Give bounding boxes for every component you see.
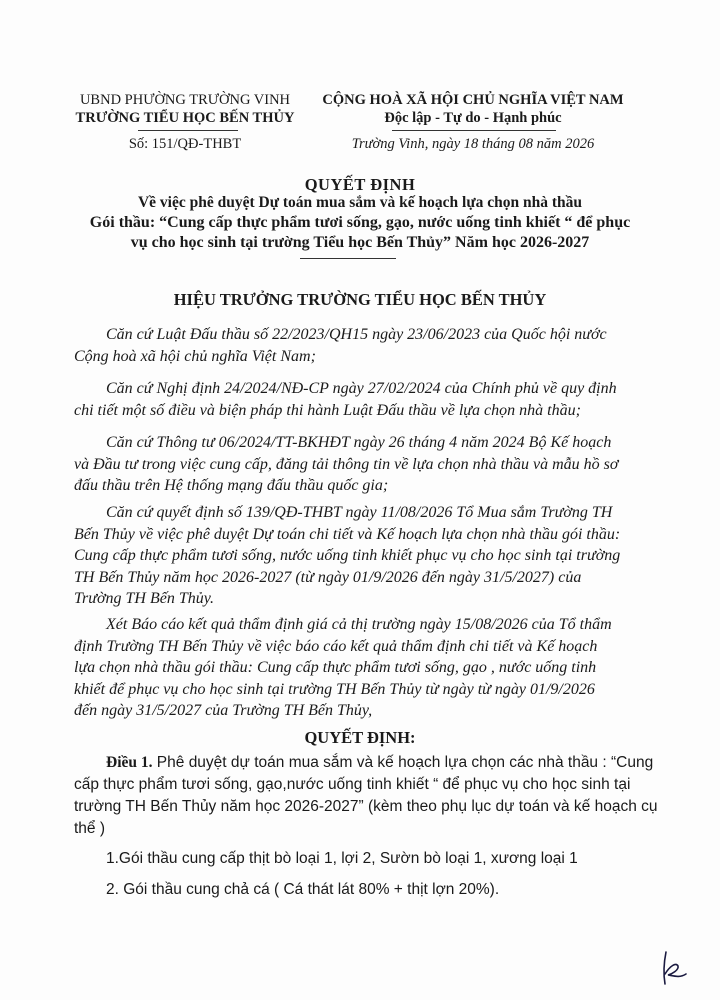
header-divider-left — [138, 130, 238, 131]
header-divider-right — [392, 130, 556, 131]
handwritten-initial — [660, 948, 690, 988]
document-number: Số: 151/QĐ-THBT — [128, 136, 242, 152]
issuing-authority: UBND PHƯỜNG TRƯỜNG VINH — [79, 92, 291, 108]
place-date: Trường Vinh, ngày 18 tháng 08 năm 2026 — [351, 136, 595, 152]
basis-prior-decision: Căn cứ quyết định số 139/QĐ-THBT ngày 11/08/2026 Tổ Mua sắm Trường TH Bến Thủy về việc phê duyệt Dự toán chi tiết và Kế hoạch lựa chọn nhà thầu gói thầu: Cung cấp thực phẩm tươi sống, nước uống tinh khiết phục vụ cho học sinh tại trường TH Bến Thủy năm học 2026-2027 (từ ngày 01/9/2026 đến ngày 31/5/2027) của Trường TH Bến Thủy. — [74, 504, 621, 607]
package-title-line1: Gói thầu: “Cung cấp thực phẩm tươi sống, gạo, nước uống tinh khiết “ để phục — [89, 214, 631, 231]
title-divider — [300, 258, 396, 259]
school-name: TRƯỜNG TIỂU HỌC BẾN THỦY — [75, 110, 295, 126]
basis-appraisal-report: Xét Báo cáo kết quả thẩm định giá cả thị trường ngày 15/08/2026 của Tổ thẩm định Trường TH Bến Thủy về việc báo cáo kết quả thẩm định chi tiết và Kế hoạch lựa chọn nhà thầu gói thầu: Cung cấp thực phẩm tươi sống, gạo , nước uống tinh khiết để phục vụ cho học sinh tại trường TH Bến Thủy từ ngày từ ngày 01/9/2026 đến ngày 31/5/2027 của Trường TH Bến Thủy, — [74, 616, 612, 719]
package-title-line2: vụ cho học sinh tại trường Tiểu học Bến Thủy” Năm học 2026-2027 — [130, 234, 590, 251]
basis-circular: Căn cứ Thông tư 06/2024/TT-BKHĐT ngày 26 tháng 4 năm 2024 Bộ Kế hoạch và Đầu tư trong việc cung cấp, đăng tải thông tin về lựa chọn nhà thầu và mẫu hồ sơ đấu thầu trên Hệ thống mạng đấu thầu quốc gia; — [74, 434, 619, 494]
document-title: QUYẾT ĐỊNH — [304, 175, 416, 194]
national-motto: Độc lập - Tự do - Hạnh phúc — [384, 110, 562, 126]
basis-decree: Căn cứ Nghị định 24/2024/NĐ-CP ngày 27/02/2024 của Chính phủ về quy định chi tiết một số điều và biện pháp thi hành Luật Đấu thầu về lựa chọn nhà thầu; — [74, 380, 617, 419]
authority-heading: HIỆU TRƯỞNG TRƯỜNG TIỂU HỌC BẾN THỦY — [173, 290, 547, 309]
document-subject: Về việc phê duyệt Dự toán mua sắm và kế hoạch lựa chọn nhà thầu — [137, 194, 583, 211]
national-title: CỘNG HOÀ XÃ HỘI CHỦ NGHĨA VIỆT NAM — [322, 92, 624, 108]
package-list — [74, 848, 664, 901]
basis-law-on-bidding: Căn cứ Luật Đấu thầu số 22/2023/QH15 ngày 23/06/2023 của Quốc hội nước Cộng hoà xã hội chủ nghĩa Việt Nam; — [74, 326, 607, 365]
package-item-1: 1.Gói thầu cung cấp thịt bò loại 1, lợi 2, Sườn bò loại 1, xương loại 1 — [106, 850, 578, 867]
article-1: Điều 1. Phê duyệt dự toán mua sắm và kế hoạch lựa chọn các nhà thầu : “Cung cấp thực phẩm tươi sống, gạo,nước uống tinh khiết “ để phục vụ cho học sinh tại trường TH Bến Thủy năm học 2026-2027” (kèm theo phụ lục dự toán và kế hoạch cụ thể ) — [74, 754, 658, 837]
package-item-2: 2. Gói thầu cung chả cá ( Cá thát lát 80% + thịt lợn 20%). — [106, 881, 500, 898]
article-1-label: Điều 1. — [106, 754, 153, 771]
decision-heading: QUYẾT ĐỊNH: — [304, 728, 416, 747]
